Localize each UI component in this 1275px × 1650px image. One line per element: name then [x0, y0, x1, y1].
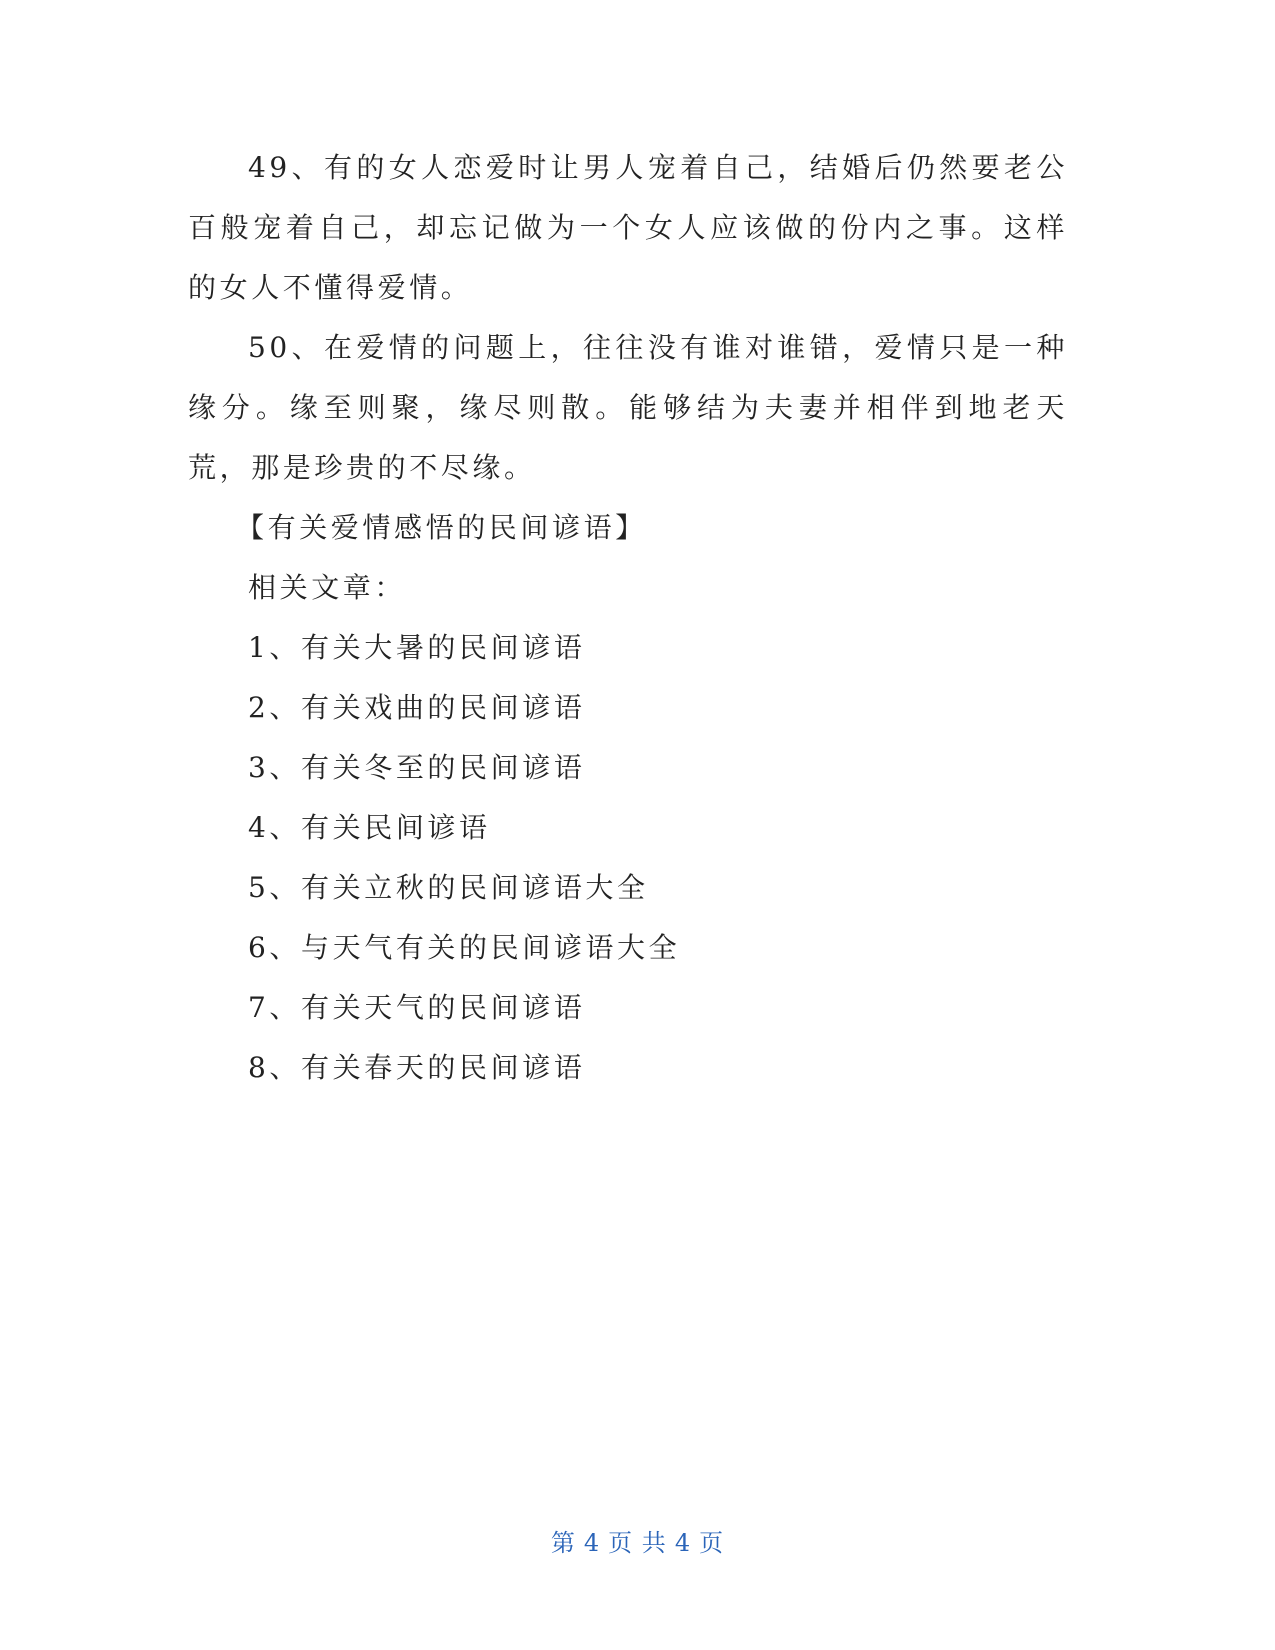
- related-article-link[interactable]: 7、有关天气的民间谚语: [248, 991, 586, 1024]
- related-article-link[interactable]: 8、有关春天的民间谚语: [248, 1051, 586, 1084]
- related-article-link[interactable]: 4、有关民间谚语: [248, 811, 491, 844]
- related-article-link[interactable]: 3、有关冬至的民间谚语: [248, 751, 586, 784]
- related-article-link[interactable]: 6、与天气有关的民间谚语大全: [248, 931, 681, 964]
- footer-total-pages: 4: [674, 1529, 692, 1557]
- related-articles-list: [188, 618, 1068, 1098]
- related-article-link[interactable]: 2、有关戏曲的民间谚语: [248, 691, 586, 724]
- document-body: [188, 138, 1068, 1098]
- page-footer: [0, 1527, 1275, 1559]
- paragraph-49: 49、有的女人恋爱时让男人宠着自己，结婚后仍然要老公百般宠着自己，却忘记做为一个女人应该做的份内之事。这样的女人不懂得爱情。: [188, 151, 1068, 304]
- footer-middle: 页 共: [608, 1529, 667, 1557]
- paragraph-50: 50、在爱情的问题上，往往没有谁对谁错，爱情只是一种缘分。缘至则聚，缘尽则散。能够结为夫妻并相伴到地老天荒，那是珍贵的不尽缘。: [188, 331, 1068, 484]
- related-article-link[interactable]: 1、有关大暑的民间谚语: [248, 631, 586, 664]
- related-article-link[interactable]: 5、有关立秋的民间谚语大全: [248, 871, 649, 904]
- related-heading: 相关文章：: [248, 571, 407, 604]
- footer-prefix: 第: [550, 1529, 576, 1557]
- footer-suffix: 页: [699, 1529, 725, 1557]
- section-title: 【有关爱情感悟的民间谚语】: [236, 511, 647, 544]
- footer-current-page: 4: [583, 1529, 601, 1557]
